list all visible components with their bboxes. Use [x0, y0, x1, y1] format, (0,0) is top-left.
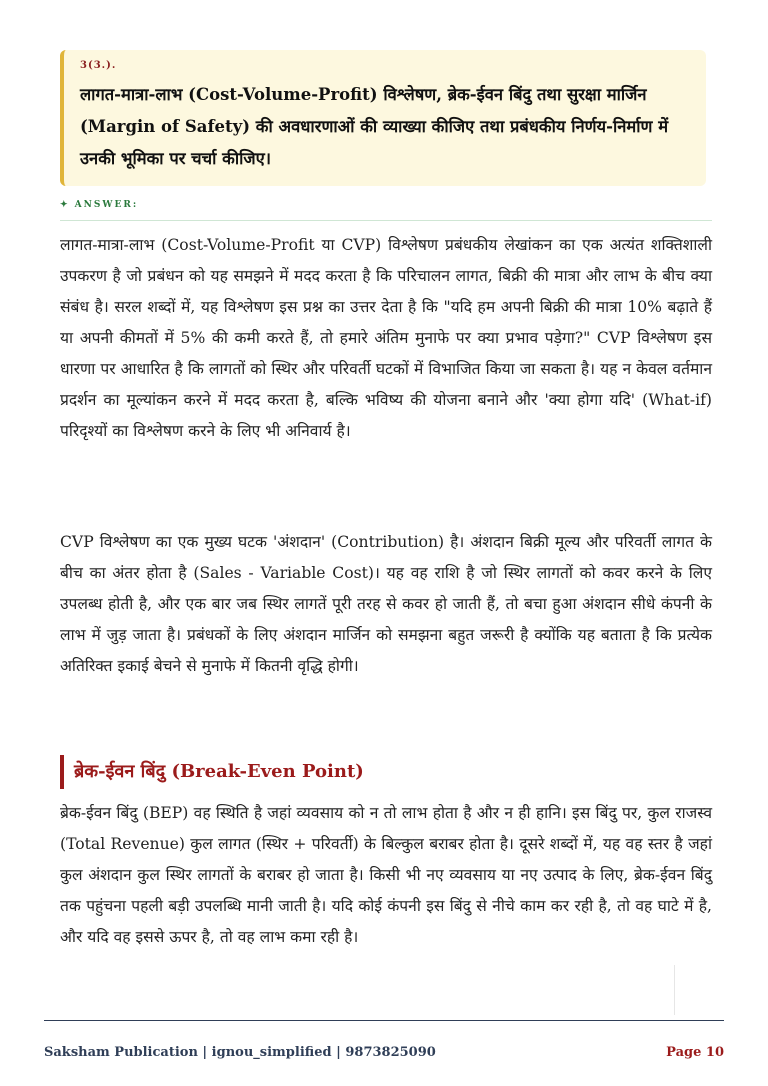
- footer-publisher: Saksham Publication | ignou_simplified | 9873825090: [44, 1045, 436, 1060]
- answer-label: ✦ ANSWER:: [60, 200, 139, 210]
- page-number: Page 10: [666, 1045, 724, 1060]
- margin-line: [674, 965, 675, 1015]
- question-box: [60, 50, 706, 186]
- paragraph-contribution: CVP विश्लेषण का एक मुख्य घटक 'अंशदान' (Contribution) है। अंशदान बिक्री मूल्य और परिवर्ती लागत के बीच का अंतर होता है (Sales - Variable Cost)। यह वह राशि है जो स्थिर लागतों को कवर करने के लिए उपलब्ध होती है, और एक बार जब स्थिर लागतें पूरी तरह से कवर हो जाती हैं, तो बचा हुआ अंशदान सीधे कंपनी के लाभ में जुड़ जाता है। प्रबंधकों के लिए अंशदान मार्जिन को समझना बहुत जरूरी है क्योंकि यह बताता है कि प्रत्येक अतिरिक्त इकाई बेचने से मुनाफे में कितनी वृद्धि होगी।: [60, 533, 712, 675]
- answer-divider: [60, 220, 712, 221]
- question-text: लागत-मात्रा-लाभ (Cost-Volume-Profit) विश्लेषण, ब्रेक-ईवन बिंदु तथा सुरक्षा मार्जिन (Margin of Safety) की अवधारणाओं की व्याख्या कीजिए तथा प्रबंधकीय निर्णय-निर्माण में उनकी भूमिका पर चर्चा कीजिए।: [80, 85, 669, 168]
- paragraph-break-even: ब्रेक-ईवन बिंदु (BEP) वह स्थिति है जहां व्यवसाय को न तो लाभ होता है और न ही हानि। इस बिंदु पर, कुल राजस्व (Total Revenue) कुल लागत (स्थिर + परिवर्ती) के बिल्कुल बराबर होता है। दूसरे शब्दों में, यह वह स्तर है जहां कुल अंशदान कुल स्थिर लागतों के बराबर हो जाता है। किसी भी नए व्यवसाय या नए उत्पाद के लिए, ब्रेक-ईवन बिंदु तक पहुंचना पहली बड़ी उपलब्धि मानी जाती है। यदि कोई कंपनी इस बिंदु से नीचे काम कर रही है, तो वह घाटे में है, और यदि वह इससे ऊपर है, तो वह लाभ कमा रही है।: [60, 804, 712, 946]
- question-number: 3(3.).: [80, 60, 117, 71]
- paragraph-cvp-intro: लागत-मात्रा-लाभ (Cost-Volume-Profit या CVP) विश्लेषण प्रबंधकीय लेखांकन का एक अत्यंत शक्तिशाली उपकरण है जो प्रबंधन को यह समझने में मदद करता है कि परिचालन लागत, बिक्री की मात्रा और लाभ के बीच क्या संबंध है। सरल शब्दों में, यह विश्लेषण इस प्रश्न का उत्तर देता है कि "यदि हम अपनी बिक्री की मात्रा 10% बढ़ाते हैं या अपनी कीमतों में 5% की कमी करते हैं, तो हमारे अंतिम मुनाफे पर क्या प्रभाव पड़ेगा?" CVP विश्लेषण इस धारणा पर आधारित है कि लागतों को स्थिर और परिवर्ती घटकों में विभाजित किया जा सकता है। यह न केवल वर्तमान प्रदर्शन का मूल्यांकन करने में मदद करता है, बल्कि भविष्य की योजना बनाने और 'क्या होगा यदि' (What-if) परिदृश्यों का विश्लेषण करने के लिए भी अनिवार्य है।: [60, 236, 712, 440]
- section-heading-break-even: ब्रेक-ईवन बिंदु (Break-Even Point): [60, 755, 710, 789]
- footer-divider: [44, 1020, 724, 1021]
